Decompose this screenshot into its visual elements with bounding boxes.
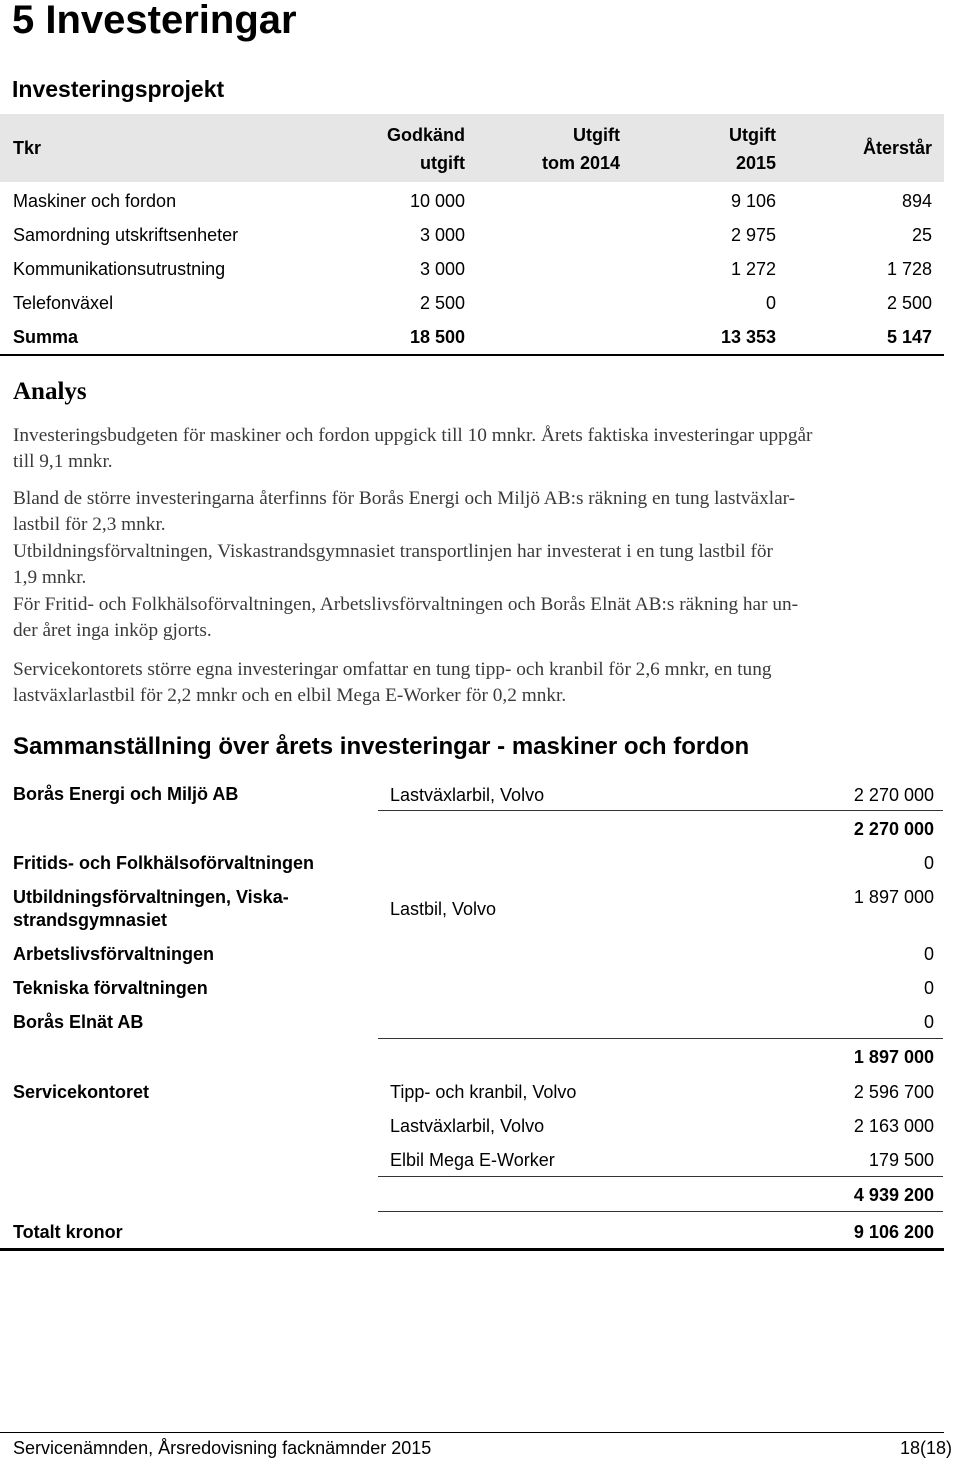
summary-desc: Tipp- och kranbil, Volvo — [390, 1082, 577, 1102]
row-approved: 10 000 — [409, 191, 465, 211]
header-tkr: Tkr — [13, 138, 42, 158]
header-remaining: Återstår — [862, 138, 932, 158]
row-approved: 3 000 — [419, 225, 465, 245]
analysis-paragraph-2 — [13, 486, 948, 538]
paragraph-line: 1,9 mnkr. — [13, 567, 87, 588]
table-row — [0, 286, 944, 320]
row-name: Kommunikationsutrustning — [13, 259, 226, 279]
total-approved: 18 500 — [409, 327, 465, 347]
header-approved-line2: utgift — [420, 153, 465, 173]
summary-amount: 0 — [923, 853, 934, 873]
paragraph-line: lastväxlarlastbil för 2,2 mnkr och en elbil Mega E-Worker för 0,2 mnkr. — [13, 685, 567, 706]
summary-amount: 179 500 — [868, 1150, 934, 1170]
summary-desc: Lastbil, Volvo — [390, 899, 497, 919]
total-spent-2015: 13 353 — [720, 327, 776, 347]
header-spent-2015-line1: Utgift — [729, 125, 776, 145]
summary-amount: 2 163 000 — [853, 1116, 934, 1136]
summary-desc: Elbil Mega E-Worker — [390, 1150, 555, 1170]
analysis-paragraph-4 — [13, 592, 948, 644]
header-spent-2014-line1: Utgift — [573, 125, 620, 145]
table-row — [0, 252, 944, 286]
summary-amount: 0 — [923, 1012, 934, 1032]
row-name: Samordning utskriftsenheter — [13, 225, 239, 245]
summary-amount: 0 — [923, 944, 934, 964]
row-spent-2015: 1 272 — [730, 259, 776, 279]
summary-subtotal: 2 270 000 — [853, 819, 934, 839]
analysis-paragraph-3 — [13, 539, 948, 591]
paragraph-line: Investeringsbudgeten för maskiner och fordon uppgick till 10 mnkr. Årets faktiska investeringar uppgår — [13, 425, 813, 446]
summary-subtotal: 4 939 200 — [853, 1185, 934, 1205]
summary-label: Tekniska förvaltningen — [13, 978, 208, 998]
row-approved: 2 500 — [419, 293, 465, 313]
summary-desc: Lastväxlarbil, Volvo — [390, 785, 545, 805]
summary-amount: 1 897 000 — [853, 887, 934, 907]
paragraph-line: Servicekontorets större egna investeringar omfattar en tung tipp- och kranbil för 2,6 mnkr, en tung — [13, 659, 772, 680]
paragraph-line: till 9,1 mnkr. — [13, 451, 113, 472]
projects-table-header — [0, 114, 944, 182]
footer-rule — [0, 1432, 944, 1433]
table-bottom-rule — [0, 354, 944, 356]
analysis-paragraph-5 — [13, 657, 948, 709]
total-remaining: 5 147 — [886, 327, 932, 347]
chapter-title: 5 Investeringar — [12, 0, 297, 42]
summary-label: Borås Elnät AB — [13, 1012, 144, 1032]
divider — [378, 810, 943, 811]
divider — [378, 1176, 943, 1177]
summary-label: Fritids- och Folkhälsoförvaltningen — [13, 853, 315, 873]
paragraph-line: lastbil för 2,3 mnkr. — [13, 514, 166, 535]
header-approved — [387, 121, 465, 177]
row-remaining: 1 728 — [886, 259, 932, 279]
total-rule — [0, 1248, 944, 1251]
projects-table — [0, 114, 944, 356]
footer-document-title: Servicenämnden, Årsredovisning facknämnder 2015 — [13, 1438, 432, 1458]
grand-total-label: Totalt kronor — [13, 1222, 123, 1242]
row-remaining: 894 — [901, 191, 932, 211]
summary-label: strandsgymnasiet — [13, 910, 168, 930]
summary-heading: Sammanställning över årets investeringar - maskiner och fordon — [13, 733, 750, 760]
header-approved-line1: Godkänd — [386, 125, 465, 145]
summary-amount: 2 270 000 — [853, 785, 934, 805]
summary-subtotal: 1 897 000 — [853, 1047, 934, 1067]
table-row — [0, 218, 944, 252]
paragraph-line: Bland de större investeringarna återfinns för Borås Energi och Miljö AB:s räkning en tung lastväxlar- — [13, 488, 796, 509]
summary-amount: 2 596 700 — [853, 1082, 934, 1102]
summary-amount: 0 — [923, 978, 934, 998]
paragraph-line: Utbildningsförvaltningen, Viskastrandsgymnasiet transportlinjen har investerat i en tung lastbil för — [13, 541, 773, 562]
analysis-paragraph-1 — [13, 423, 948, 475]
row-name: Maskiner och fordon — [13, 191, 177, 211]
header-spent-2015 — [696, 121, 776, 177]
footer-page-number: 18(18) — [899, 1438, 952, 1458]
divider — [378, 1211, 943, 1212]
table-total-row — [0, 320, 944, 354]
row-spent-2015: 9 106 — [730, 191, 776, 211]
grand-total-amount: 9 106 200 — [853, 1222, 934, 1242]
paragraph-line: der året inga inköp gjorts. — [13, 620, 212, 641]
paragraph-line: För Fritid- och Folkhälsoförvaltningen, Arbetslivsförvaltningen och Borås Elnät AB:s räkning har un- — [13, 594, 799, 615]
divider — [378, 1038, 943, 1039]
header-spent-2014 — [500, 121, 620, 177]
row-name: Telefonväxel — [13, 293, 114, 313]
total-name: Summa — [13, 327, 79, 347]
projects-heading: Investeringsprojekt — [12, 76, 225, 102]
summary-label: Arbetslivsförvaltningen — [13, 944, 215, 964]
row-remaining: 2 500 — [886, 293, 932, 313]
analysis-heading: Analys — [13, 378, 87, 405]
summary-label: Servicekontoret — [13, 1082, 150, 1102]
row-approved: 3 000 — [419, 259, 465, 279]
header-spent-2014-line2: tom 2014 — [541, 153, 620, 173]
summary-label: Utbildningsförvaltningen, Viska- — [13, 887, 289, 907]
row-spent-2015: 0 — [765, 293, 776, 313]
row-spent-2015: 2 975 — [730, 225, 776, 245]
summary-label: Borås Energi och Miljö AB — [13, 784, 239, 804]
header-spent-2015-line2: 2015 — [735, 153, 776, 173]
row-remaining: 25 — [911, 225, 932, 245]
table-row — [0, 184, 944, 218]
summary-desc: Lastväxlarbil, Volvo — [390, 1116, 545, 1136]
